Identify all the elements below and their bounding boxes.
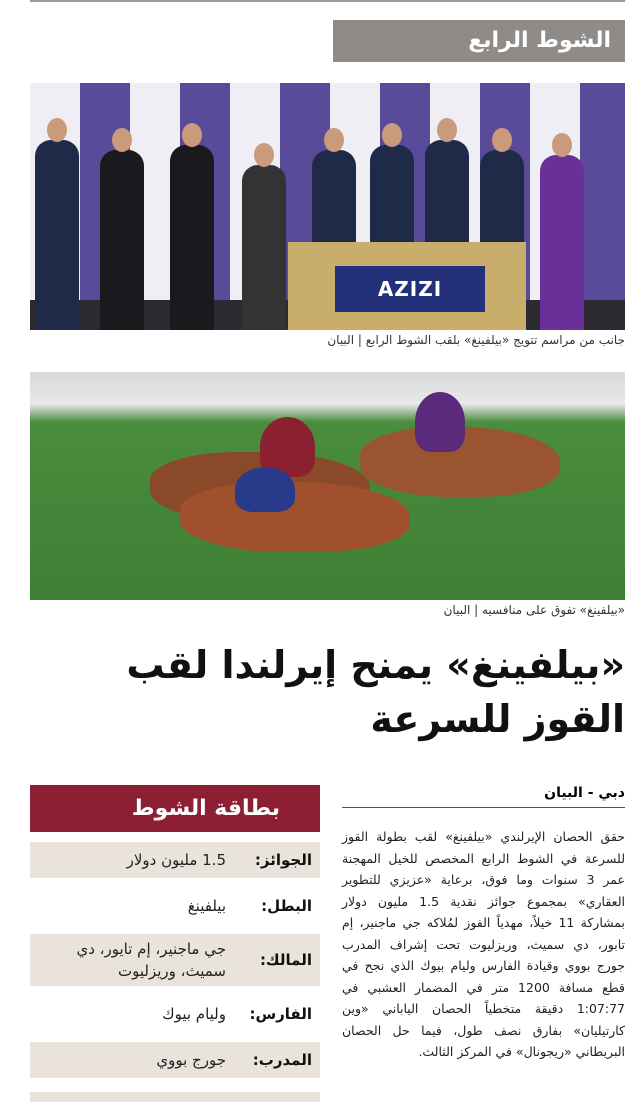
top-rule — [30, 0, 625, 2]
race-card-row — [30, 888, 320, 924]
race-card-row — [30, 1042, 320, 1078]
saddle-cloth — [235, 467, 295, 512]
row-label: البطل: — [261, 897, 312, 915]
race-card-title: بطاقة الشوط — [30, 785, 320, 832]
jockey — [415, 392, 465, 452]
row-label: المالك: — [259, 951, 312, 969]
person — [170, 145, 214, 330]
row-label: الجوائز: — [254, 851, 312, 869]
photo2-caption: «بيلفينغ» تفوق على منافسيه | البيان — [443, 603, 625, 617]
row-label: المدرب: — [252, 1051, 312, 1069]
person — [242, 165, 286, 330]
row-value: 1.5 مليون دولار — [126, 851, 226, 869]
race-card-footer — [30, 1092, 320, 1102]
row-value: جي ماجنير، إم تايور، دي سميث، وريزليوت — [76, 940, 226, 980]
row-value: بيلفينغ — [187, 897, 226, 915]
row-label: الفارس: — [249, 1005, 312, 1023]
row-value: وليام بيوك — [162, 1005, 226, 1023]
trophy-ceremony-photo — [30, 83, 625, 330]
race-card-row — [30, 842, 320, 878]
section-title: الشوط الرابع — [333, 20, 625, 62]
horse-race-photo — [30, 372, 625, 600]
jockey-person — [540, 155, 584, 330]
article-body: حقق الحصان الإيرلندي «بيلفينغ» لقب بطولة القوز للسرعة في الشوط الرابع المخصص للخيل المهجنة عمر 3 سنوات وما فوق، برعاية «عزيزي للتطوير العقاري» بمجموع جوائز نقدية 1.5 مليون دولار بمشاركة 11 خيلاً، مهدياً الفوز لمُلاكه جي ماجنير، إم تابور، دي سميث، وريزليوت تحت إشراف المدرب جورج بووي وقيادة الفارس وليام بيوك الذي نجح في قطع مسافة 1200 متر في المضمار العشبي في 1:07:77 دقيقة متخطياً الحصان الياباني «وين كارتيليان» بفارق نصف طول، فيما حل الحصان البريطاني «ريجونال» في المركز الثالث. — [342, 829, 626, 1059]
race-card-row — [30, 996, 320, 1032]
person — [35, 140, 79, 330]
person — [100, 150, 144, 330]
race-card — [30, 785, 320, 1102]
photo1-caption: جانب من مراسم تتويج «بيلفينغ» بلقب الشوط الرابع | البيان — [327, 333, 625, 347]
byline: دبي - البيان — [342, 785, 625, 808]
azizi-logo: AZIZI — [335, 266, 485, 312]
headline: «بيلفينغ» يمنح إيرلندا لقب القوز للسرعة — [126, 643, 625, 741]
race-card-row — [30, 934, 320, 986]
row-value: جورج بووي — [156, 1051, 226, 1069]
horse — [180, 482, 410, 552]
